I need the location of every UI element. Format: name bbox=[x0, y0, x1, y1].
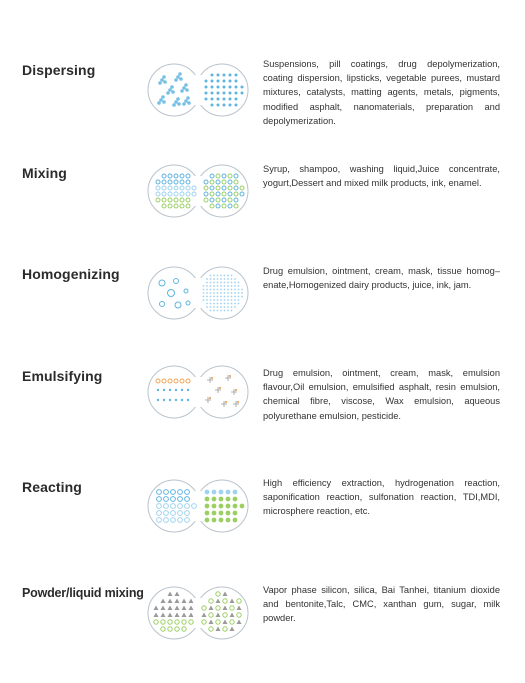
homogenized-droplet bbox=[217, 289, 219, 291]
product bbox=[212, 497, 217, 502]
homogenized-droplet bbox=[227, 306, 229, 308]
particle-cluster bbox=[179, 77, 183, 81]
homogenized-droplet bbox=[217, 299, 219, 301]
emulsion-droplet bbox=[211, 377, 213, 379]
process-description: Vapor phase silicon, silica, Bai Tanhei, titanium dioxide and bentonite,Talc, CMC, xanthan gum, sugar, milk powder. bbox=[263, 585, 500, 624]
homogenized-droplet bbox=[213, 306, 215, 308]
dispersed-particle bbox=[217, 104, 220, 107]
product bbox=[226, 497, 231, 502]
product bbox=[240, 504, 245, 509]
particle-cluster bbox=[159, 98, 163, 102]
particle-cluster bbox=[184, 83, 188, 87]
homogenized-droplet bbox=[220, 278, 222, 280]
homogenized-droplet bbox=[224, 292, 226, 294]
water-droplet bbox=[163, 389, 165, 391]
dispersed-particle bbox=[211, 92, 214, 95]
product bbox=[233, 518, 238, 523]
product bbox=[226, 490, 231, 495]
homogenized-droplet bbox=[231, 299, 233, 301]
homogenized-droplet bbox=[210, 282, 212, 284]
homogenized-droplet bbox=[220, 306, 222, 308]
particle-cluster bbox=[166, 91, 170, 95]
emulsion-droplet bbox=[235, 389, 237, 391]
water-droplet bbox=[187, 389, 189, 391]
homogenized-droplet bbox=[234, 289, 236, 291]
dispersed-particle bbox=[229, 86, 232, 89]
dispersed-particle bbox=[223, 74, 226, 77]
dispersed-particle bbox=[211, 98, 214, 101]
homogenized-droplet bbox=[231, 303, 233, 305]
particle-cluster bbox=[171, 90, 175, 94]
particle-cluster bbox=[172, 103, 176, 107]
homogenized-droplet bbox=[210, 292, 212, 294]
vessel-joint bbox=[192, 491, 204, 521]
particle-cluster bbox=[182, 102, 186, 106]
dispersed-particle bbox=[229, 98, 232, 101]
homogenized-droplet bbox=[231, 285, 233, 287]
homogenized-droplet bbox=[217, 292, 219, 294]
product bbox=[233, 511, 238, 516]
homogenized-droplet bbox=[210, 306, 212, 308]
homogenized-droplet bbox=[210, 285, 212, 287]
particle-cluster bbox=[177, 102, 181, 106]
product bbox=[212, 511, 217, 516]
homogenized-droplet bbox=[231, 306, 233, 308]
particle-cluster bbox=[185, 88, 189, 92]
product bbox=[205, 518, 210, 523]
homogenized-droplet bbox=[227, 285, 229, 287]
dispersed-particle bbox=[211, 74, 214, 77]
homogenized-droplet bbox=[213, 292, 215, 294]
process-description: Suspensions, pill coatings, drug depolymerization, coating dispersion, lipsticks, vegetable purees, mustard mixtures, catalysts, matting agents, metals, pigments, modified asphalt, nanomaterials, preparation and depolymerization. bbox=[263, 59, 500, 126]
homogenized-droplet bbox=[224, 282, 226, 284]
homogenized-droplet bbox=[234, 282, 236, 284]
product bbox=[226, 511, 231, 516]
homogenized-droplet bbox=[241, 292, 243, 294]
homogenized-droplet bbox=[231, 289, 233, 291]
particle-cluster bbox=[160, 78, 164, 82]
water-droplet bbox=[181, 389, 183, 391]
homogenized-droplet bbox=[213, 282, 215, 284]
dispersed-particle bbox=[217, 86, 220, 89]
homogenized-droplet bbox=[206, 303, 208, 305]
homogenized-droplet bbox=[213, 278, 215, 280]
dispersed-particle bbox=[241, 92, 244, 95]
water-droplet bbox=[175, 399, 177, 401]
homogenized-droplet bbox=[241, 296, 243, 298]
vessel-joint bbox=[192, 75, 204, 105]
homogenized-droplet bbox=[227, 296, 229, 298]
homogenized-droplet bbox=[213, 296, 215, 298]
homogenized-droplet bbox=[234, 299, 236, 301]
homogenized-droplet bbox=[210, 310, 212, 312]
water-droplet bbox=[163, 399, 165, 401]
dispersed-particle bbox=[235, 98, 238, 101]
particle-cluster bbox=[157, 101, 161, 105]
homogenized-droplet bbox=[213, 310, 215, 312]
homogenized-droplet bbox=[224, 306, 226, 308]
homogenized-droplet bbox=[206, 289, 208, 291]
homogenized-droplet bbox=[227, 303, 229, 305]
dispersed-particle bbox=[217, 74, 220, 77]
particle-cluster bbox=[184, 99, 188, 103]
dispersed-particle bbox=[229, 74, 232, 77]
particle-cluster bbox=[176, 75, 180, 79]
homogenized-droplet bbox=[224, 299, 226, 301]
product bbox=[219, 490, 224, 495]
homogenized-droplet bbox=[220, 289, 222, 291]
product bbox=[226, 504, 231, 509]
homogenized-droplet bbox=[217, 310, 219, 312]
dispersed-particle bbox=[217, 80, 220, 83]
particle-cluster bbox=[161, 95, 165, 99]
product bbox=[226, 518, 231, 523]
dispersed-particle bbox=[235, 80, 238, 83]
homogenized-droplet bbox=[231, 278, 233, 280]
product bbox=[219, 504, 224, 509]
dispersed-particle bbox=[205, 80, 208, 83]
particle-cluster bbox=[174, 78, 178, 82]
homogenized-droplet bbox=[206, 285, 208, 287]
dispersed-particle bbox=[241, 86, 244, 89]
homogenizing-diagram bbox=[146, 258, 250, 328]
product bbox=[212, 504, 217, 509]
homogenized-droplet bbox=[238, 299, 240, 301]
homogenized-droplet bbox=[220, 282, 222, 284]
homogenized-droplet bbox=[206, 278, 208, 280]
homogenized-droplet bbox=[227, 299, 229, 301]
homogenized-droplet bbox=[217, 275, 219, 277]
water-droplet bbox=[187, 399, 189, 401]
homogenized-droplet bbox=[227, 278, 229, 280]
water-droplet bbox=[169, 399, 171, 401]
homogenized-droplet bbox=[203, 292, 205, 294]
particle-cluster bbox=[176, 97, 180, 101]
homogenized-droplet bbox=[238, 289, 240, 291]
homogenized-droplet bbox=[238, 285, 240, 287]
water-droplet bbox=[169, 389, 171, 391]
homogenized-droplet bbox=[217, 296, 219, 298]
particle-cluster bbox=[162, 100, 166, 104]
homogenized-droplet bbox=[227, 289, 229, 291]
homogenized-droplet bbox=[224, 289, 226, 291]
homogenized-droplet bbox=[231, 275, 233, 277]
homogenized-droplet bbox=[234, 303, 236, 305]
particle-cluster bbox=[186, 96, 190, 100]
homogenized-droplet bbox=[210, 278, 212, 280]
homogenized-droplet bbox=[217, 306, 219, 308]
homogenized-droplet bbox=[210, 299, 212, 301]
homogenized-droplet bbox=[238, 282, 240, 284]
homogenized-droplet bbox=[241, 289, 243, 291]
dispersed-particle bbox=[229, 80, 232, 83]
homogenized-droplet bbox=[206, 306, 208, 308]
homogenized-droplet bbox=[227, 282, 229, 284]
homogenized-droplet bbox=[224, 296, 226, 298]
homogenized-droplet bbox=[227, 275, 229, 277]
homogenized-droplet bbox=[203, 289, 205, 291]
dispersed-particle bbox=[223, 98, 226, 101]
dispersed-particle bbox=[217, 98, 220, 101]
homogenized-droplet bbox=[203, 296, 205, 298]
homogenized-droplet bbox=[213, 303, 215, 305]
dispersed-particle bbox=[223, 86, 226, 89]
dispersed-particle bbox=[211, 80, 214, 83]
process-title: Mixing bbox=[22, 165, 67, 181]
product bbox=[233, 504, 238, 509]
homogenized-droplet bbox=[217, 282, 219, 284]
dispersed-particle bbox=[211, 86, 214, 89]
particle-cluster bbox=[180, 89, 184, 93]
emulsion-droplet bbox=[225, 401, 227, 403]
process-title: Emulsifying bbox=[22, 368, 103, 384]
product bbox=[205, 504, 210, 509]
homogenized-droplet bbox=[213, 285, 215, 287]
dispersed-particle bbox=[235, 104, 238, 107]
product bbox=[212, 490, 217, 495]
dispersed-particle bbox=[223, 92, 226, 95]
homogenized-droplet bbox=[217, 285, 219, 287]
dispersed-particle bbox=[217, 92, 220, 95]
water-droplet bbox=[175, 389, 177, 391]
homogenized-droplet bbox=[234, 296, 236, 298]
emulsion-droplet bbox=[209, 397, 211, 399]
dispersed-particle bbox=[205, 86, 208, 89]
homogenized-droplet bbox=[213, 289, 215, 291]
homogenized-droplet bbox=[234, 292, 236, 294]
emulsion-droplet bbox=[237, 401, 239, 403]
homogenized-droplet bbox=[210, 303, 212, 305]
homogenized-droplet bbox=[220, 303, 222, 305]
dispersed-particle bbox=[223, 80, 226, 83]
product bbox=[219, 497, 224, 502]
process-description: Drug emulsion, ointment, cream, mask, emulsion flavour,Oil emulsion, emulsified asphalt, resin emulsion, chemical fibre, viscose, Wax emulsion, aqueous polyurethane emulsion, pesticide. bbox=[263, 368, 500, 421]
dispersed-particle bbox=[229, 104, 232, 107]
homogenized-droplet bbox=[206, 282, 208, 284]
homogenized-droplet bbox=[231, 310, 233, 312]
particle-cluster bbox=[174, 100, 178, 104]
vessel-joint bbox=[192, 176, 204, 206]
water-droplet bbox=[181, 399, 183, 401]
product bbox=[219, 511, 224, 516]
dispersed-particle bbox=[205, 92, 208, 95]
homogenized-droplet bbox=[217, 303, 219, 305]
product bbox=[233, 497, 238, 502]
process-title: Powder/liquid mixing bbox=[22, 586, 144, 600]
homogenized-droplet bbox=[210, 289, 212, 291]
homogenized-droplet bbox=[234, 285, 236, 287]
water-droplet bbox=[157, 399, 159, 401]
homogenized-droplet bbox=[220, 292, 222, 294]
process-title: Homogenizing bbox=[22, 266, 120, 282]
homogenized-droplet bbox=[206, 296, 208, 298]
dispersed-particle bbox=[205, 98, 208, 101]
particle-cluster bbox=[182, 86, 186, 90]
homogenized-droplet bbox=[213, 299, 215, 301]
product bbox=[205, 511, 210, 516]
powder-liquid-mixing-diagram bbox=[146, 578, 250, 648]
homogenized-droplet bbox=[203, 285, 205, 287]
homogenized-droplet bbox=[227, 310, 229, 312]
homogenized-droplet bbox=[224, 285, 226, 287]
homogenized-droplet bbox=[210, 275, 212, 277]
homogenized-droplet bbox=[213, 275, 215, 277]
homogenized-droplet bbox=[217, 278, 219, 280]
process-description: High efficiency extraction, hydrogenation reaction, saponification reaction, sulfonation reaction, TDI,MDI, microsphere reaction, etc. bbox=[263, 478, 500, 517]
homogenized-droplet bbox=[238, 296, 240, 298]
particle-cluster bbox=[178, 72, 182, 76]
homogenized-droplet bbox=[220, 299, 222, 301]
dispersed-particle bbox=[229, 92, 232, 95]
dispersing-diagram bbox=[146, 55, 250, 125]
homogenized-droplet bbox=[206, 299, 208, 301]
emulsion-droplet bbox=[229, 375, 231, 377]
homogenized-droplet bbox=[231, 296, 233, 298]
homogenized-droplet bbox=[224, 278, 226, 280]
process-title: Dispersing bbox=[22, 62, 96, 78]
vessel-joint bbox=[192, 278, 204, 308]
process-description: Drug emulsion, ointment, cream, mask, tissue homog– enate,Homogenized dairy products, juice, ink, jam. bbox=[263, 266, 500, 291]
homogenized-droplet bbox=[203, 299, 205, 301]
particle-cluster bbox=[158, 81, 162, 85]
homogenized-droplet bbox=[220, 296, 222, 298]
homogenized-droplet bbox=[224, 310, 226, 312]
homogenized-droplet bbox=[234, 306, 236, 308]
product bbox=[212, 518, 217, 523]
particle-cluster bbox=[170, 85, 174, 89]
homogenized-droplet bbox=[234, 278, 236, 280]
particle-cluster bbox=[163, 80, 167, 84]
particle-cluster bbox=[187, 101, 191, 105]
homogenized-droplet bbox=[224, 303, 226, 305]
dispersed-particle bbox=[223, 104, 226, 107]
process-description: Syrup, shampoo, washing liquid,Juice concentrate, yogurt,Dessert and mixed milk products, ink, enamel. bbox=[263, 164, 500, 189]
product bbox=[205, 497, 210, 502]
mixing-diagram bbox=[146, 156, 250, 226]
emulsifying-diagram bbox=[146, 357, 250, 427]
homogenized-droplet bbox=[227, 292, 229, 294]
dispersed-particle bbox=[211, 104, 214, 107]
homogenized-droplet bbox=[220, 285, 222, 287]
process-title: Reacting bbox=[22, 479, 82, 495]
water-droplet bbox=[157, 389, 159, 391]
product bbox=[233, 490, 238, 495]
product bbox=[205, 490, 210, 495]
homogenized-droplet bbox=[231, 282, 233, 284]
product bbox=[219, 518, 224, 523]
homogenized-droplet bbox=[224, 275, 226, 277]
homogenized-droplet bbox=[238, 303, 240, 305]
dispersed-particle bbox=[235, 86, 238, 89]
homogenized-droplet bbox=[210, 296, 212, 298]
vessel-joint bbox=[192, 377, 204, 407]
homogenized-droplet bbox=[220, 275, 222, 277]
dispersed-particle bbox=[235, 74, 238, 77]
particle-cluster bbox=[168, 88, 172, 92]
homogenized-droplet bbox=[206, 292, 208, 294]
homogenized-droplet bbox=[238, 292, 240, 294]
dispersed-particle bbox=[235, 92, 238, 95]
reacting-diagram bbox=[146, 471, 250, 541]
homogenized-droplet bbox=[220, 310, 222, 312]
homogenized-droplet bbox=[231, 292, 233, 294]
particle-cluster bbox=[162, 75, 166, 79]
emulsion-droplet bbox=[219, 387, 221, 389]
